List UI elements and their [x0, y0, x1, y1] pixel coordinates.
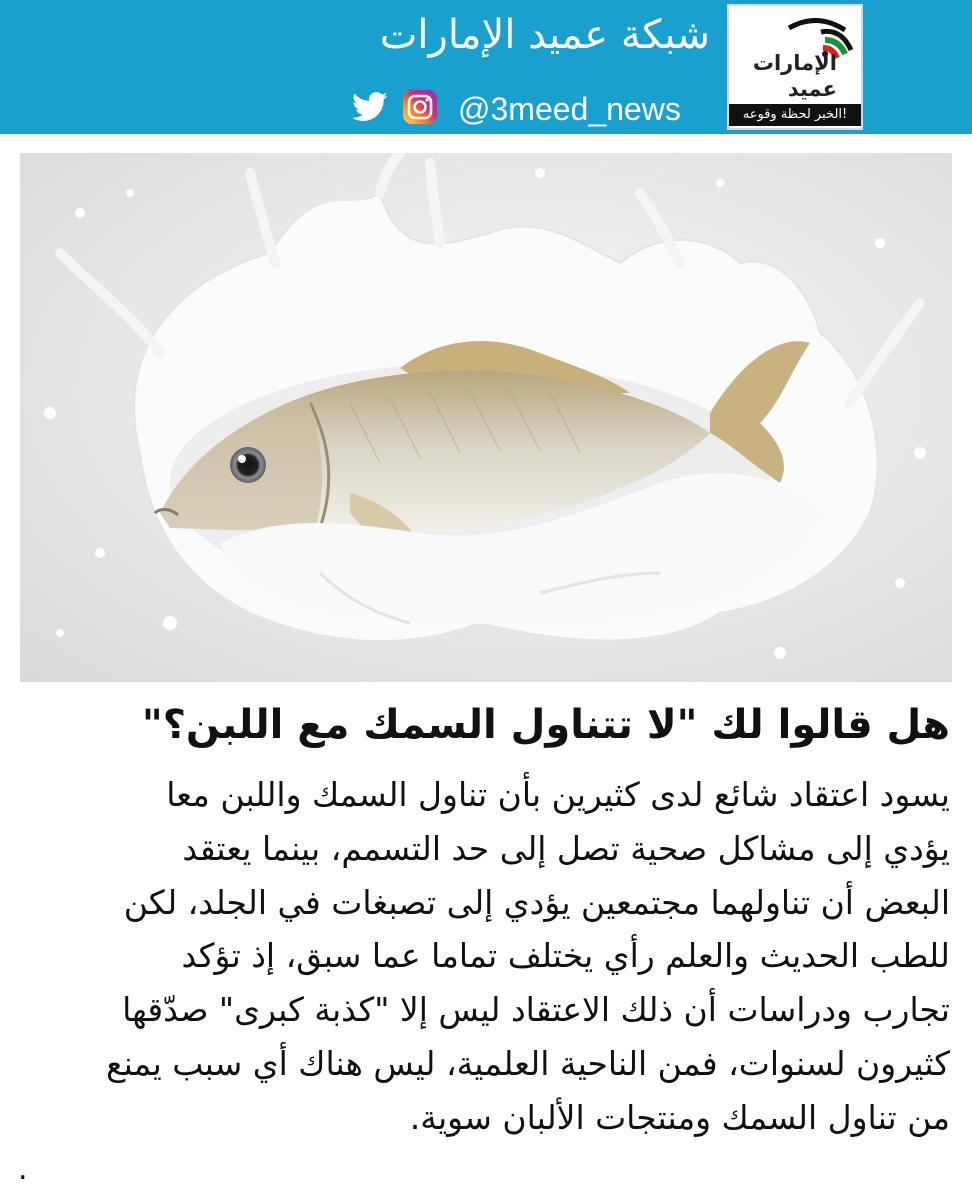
social-handle-row: [352, 88, 681, 130]
article-photo: [20, 153, 952, 682]
body-line: يؤدي إلى مشاكل صحية تصل إلى حد التسمم، بينما يعتقد: [182, 828, 950, 868]
social-handle: @3meed_news: [458, 90, 681, 127]
trailing-mark: .: [18, 1152, 28, 1187]
twitter-icon[interactable]: [352, 92, 388, 126]
body-line: يسود اعتقاد شائع لدى كثيرين بأن تناول السمك واللبن معا: [166, 775, 950, 814]
logo-wordmark: [735, 50, 837, 102]
header-banner: [0, 0, 972, 134]
article-headline: هل قالوا لك "لا تتناول السمك مع اللبن؟": [141, 702, 950, 748]
site-title: شبكة عميد الإمارات: [379, 12, 710, 58]
body-line: تجارب ودراسات أن ذلك الاعتقاد ليس إلا "كذبة كبرى" صدّقها: [122, 990, 950, 1030]
body-line: البعض أن تناولهما مجتمعين يؤدي إلى تصبغات في الجلد، لكن: [123, 882, 950, 922]
logo-wordmark-line2: عميد: [787, 77, 837, 101]
body-line: كثيرون لسنوات، فمن الناحية العلمية، ليس هناك أي سبب يمنع: [106, 1043, 950, 1083]
body-line: للطب الحديث والعلم رأي يختلف تماما عما سبق، إذ تؤكد: [181, 936, 950, 976]
article-body: [20, 768, 950, 1145]
logo-wordmark-line1: الإمارات: [752, 51, 837, 75]
brand-logo: [727, 4, 863, 130]
body-line: من تناول السمك ومنتجات الألبان سوية.: [409, 1097, 950, 1137]
instagram-icon[interactable]: [402, 89, 438, 129]
logo-tagline: الخبر لحظة وقوعه!: [729, 104, 861, 126]
